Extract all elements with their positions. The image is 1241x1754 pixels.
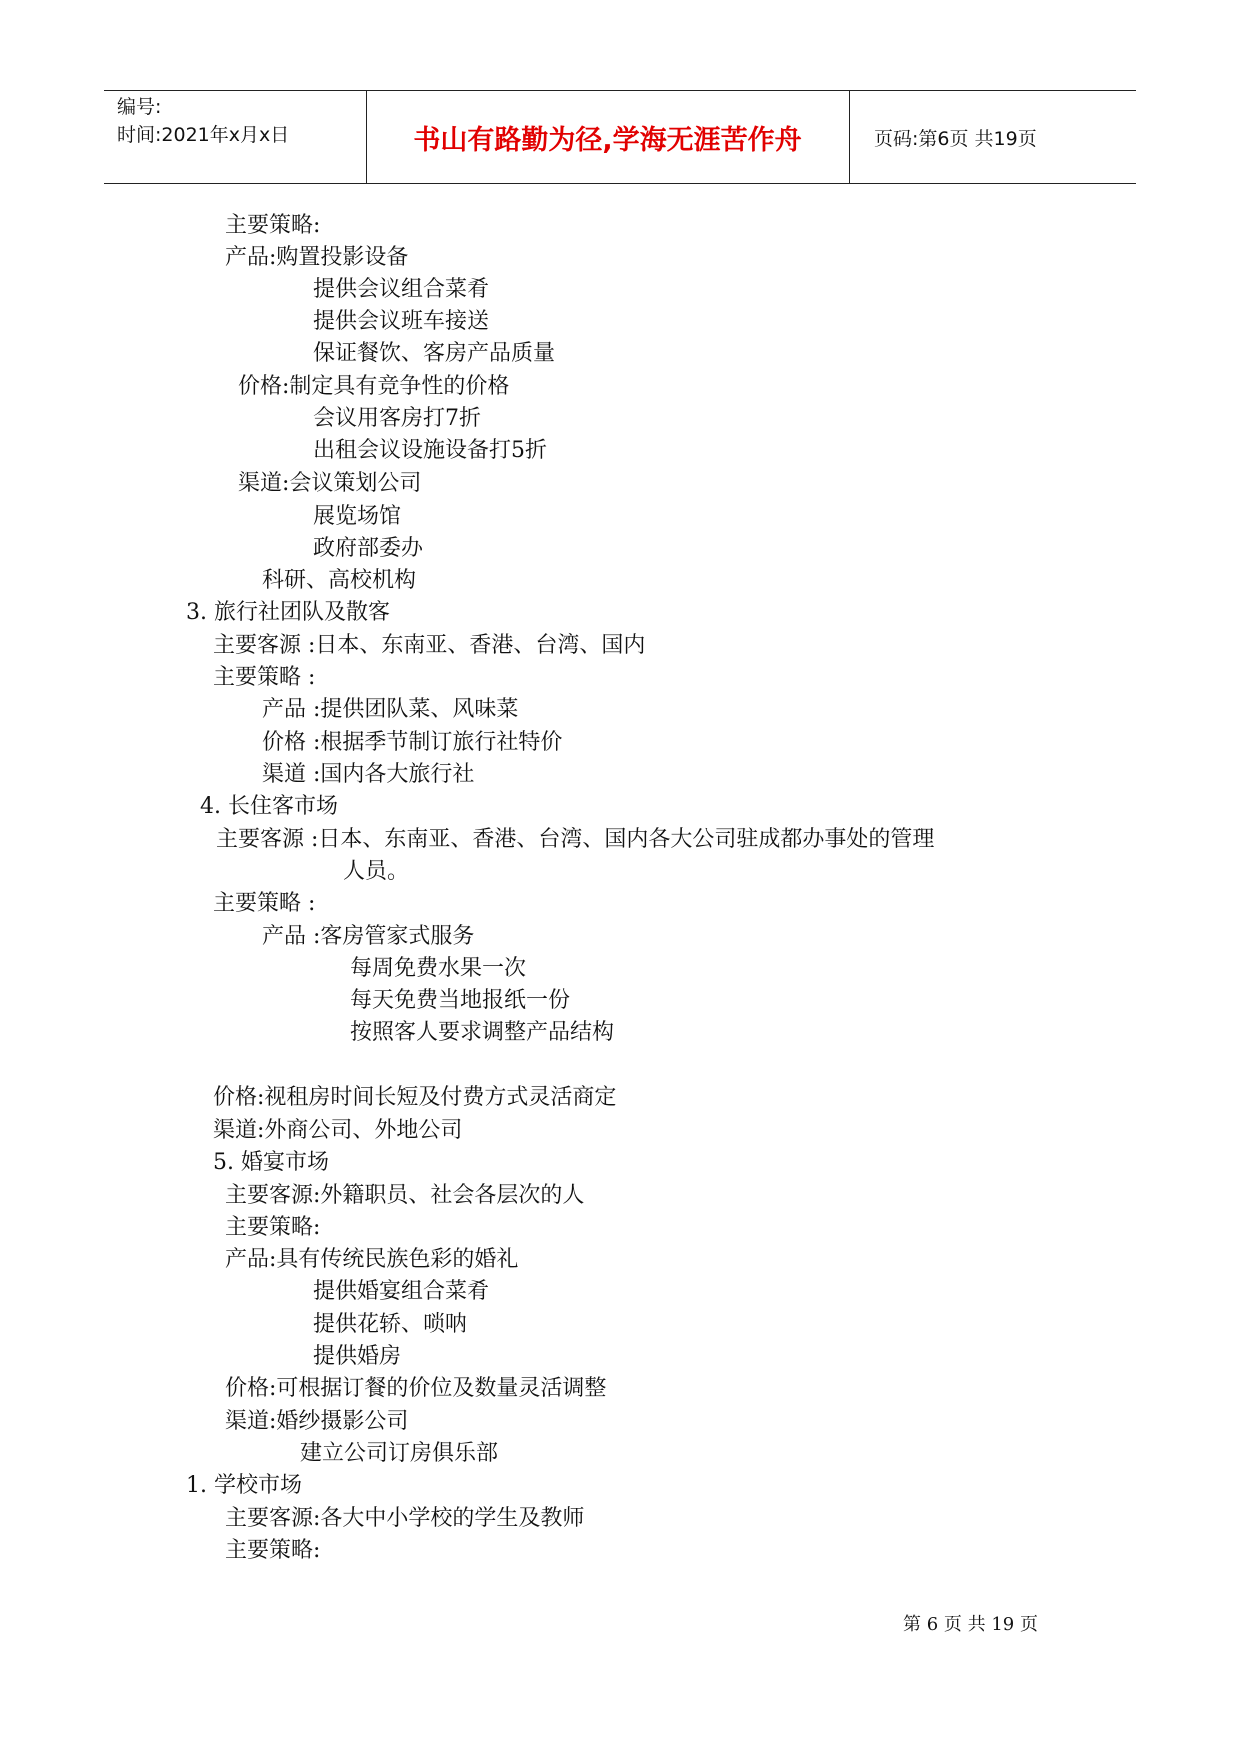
body-line: 展览场馆 — [313, 504, 402, 529]
document-time-label: 时间:2021年x月x日 — [117, 124, 290, 146]
body-line: 价格:可根据订餐的价位及数量灵活调整 — [225, 1376, 607, 1401]
body-line: 主要策略: — [225, 213, 321, 238]
body-line: 主要客源:各大中小学校的学生及教师 — [225, 1506, 585, 1531]
body-line: 每天免费当地报纸一份 — [350, 988, 571, 1013]
body-line: 科研、高校机构 — [262, 568, 417, 593]
body-line: 渠道:婚纱摄影公司 — [225, 1409, 409, 1434]
body-line: 主要策略 : — [213, 665, 316, 690]
body-line: 价格:制定具有竞争性的价格 — [238, 374, 510, 399]
body-line: 产品:购置投影设备 — [225, 245, 409, 270]
section-heading: 3. 旅行社团队及散客 — [186, 600, 390, 625]
body-line: 产品 :提供团队菜、风味菜 — [262, 697, 519, 722]
header-info — [117, 93, 289, 149]
body-line: 主要客源:外籍职员、社会各层次的人 — [225, 1183, 585, 1208]
body-line: 保证餐饮、客房产品质量 — [313, 341, 556, 366]
body-line: 人员。 — [343, 859, 410, 884]
body-line: 渠道:会议策划公司 — [238, 471, 422, 496]
body-line: 提供会议班车接送 — [313, 309, 490, 334]
body-line: 提供婚房 — [313, 1344, 402, 1369]
body-line: 渠道 :国内各大旅行社 — [262, 762, 475, 787]
body-line: 主要策略: — [225, 1215, 321, 1240]
body-line: 主要客源 :日本、东南亚、香港、台湾、国内各大公司驻成都办事处的管理 — [216, 827, 935, 852]
body-line: 渠道:外商公司、外地公司 — [213, 1118, 463, 1143]
body-line: 提供会议组合菜肴 — [313, 277, 490, 302]
body-line: 出租会议设施设备打5折 — [313, 438, 547, 463]
body-line: 主要策略 : — [213, 891, 316, 916]
body-line: 产品 :客房管家式服务 — [262, 924, 475, 949]
body-line: 提供婚宴组合菜肴 — [313, 1279, 490, 1304]
body-line: 每周免费水果一次 — [350, 956, 527, 981]
header-divider — [849, 91, 850, 183]
header-page-number: 页码:第6页 共19页 — [874, 127, 1037, 150]
header-motto: 书山有路勤为径,学海无涯苦作舟 — [413, 124, 802, 156]
body-line: 产品:具有传统民族色彩的婚礼 — [225, 1247, 519, 1272]
body-line: 主要策略: — [225, 1538, 321, 1563]
body-line: 价格 :根据季节制订旅行社特价 — [262, 730, 563, 755]
body-line: 会议用客房打7折 — [313, 406, 481, 431]
section-heading: 5. 婚宴市场 — [213, 1150, 329, 1175]
page-footer: 第 6 页 共 19 页 — [903, 1614, 1038, 1635]
header-table — [104, 90, 1136, 184]
body-line: 按照客人要求调整产品结构 — [350, 1020, 615, 1045]
body-line: 建立公司订房俱乐部 — [300, 1441, 499, 1466]
body-line: 提供花轿、唢呐 — [313, 1312, 468, 1337]
document-number-label: 编号: — [117, 96, 162, 118]
body-line: 价格:视租房时间长短及付费方式灵活商定 — [213, 1085, 617, 1110]
section-heading: 1. 学校市场 — [186, 1473, 302, 1498]
body-line: 政府部委办 — [313, 536, 424, 561]
section-heading: 4. 长住客市场 — [200, 794, 338, 819]
body-line: 主要客源 :日本、东南亚、香港、台湾、国内 — [213, 633, 646, 658]
